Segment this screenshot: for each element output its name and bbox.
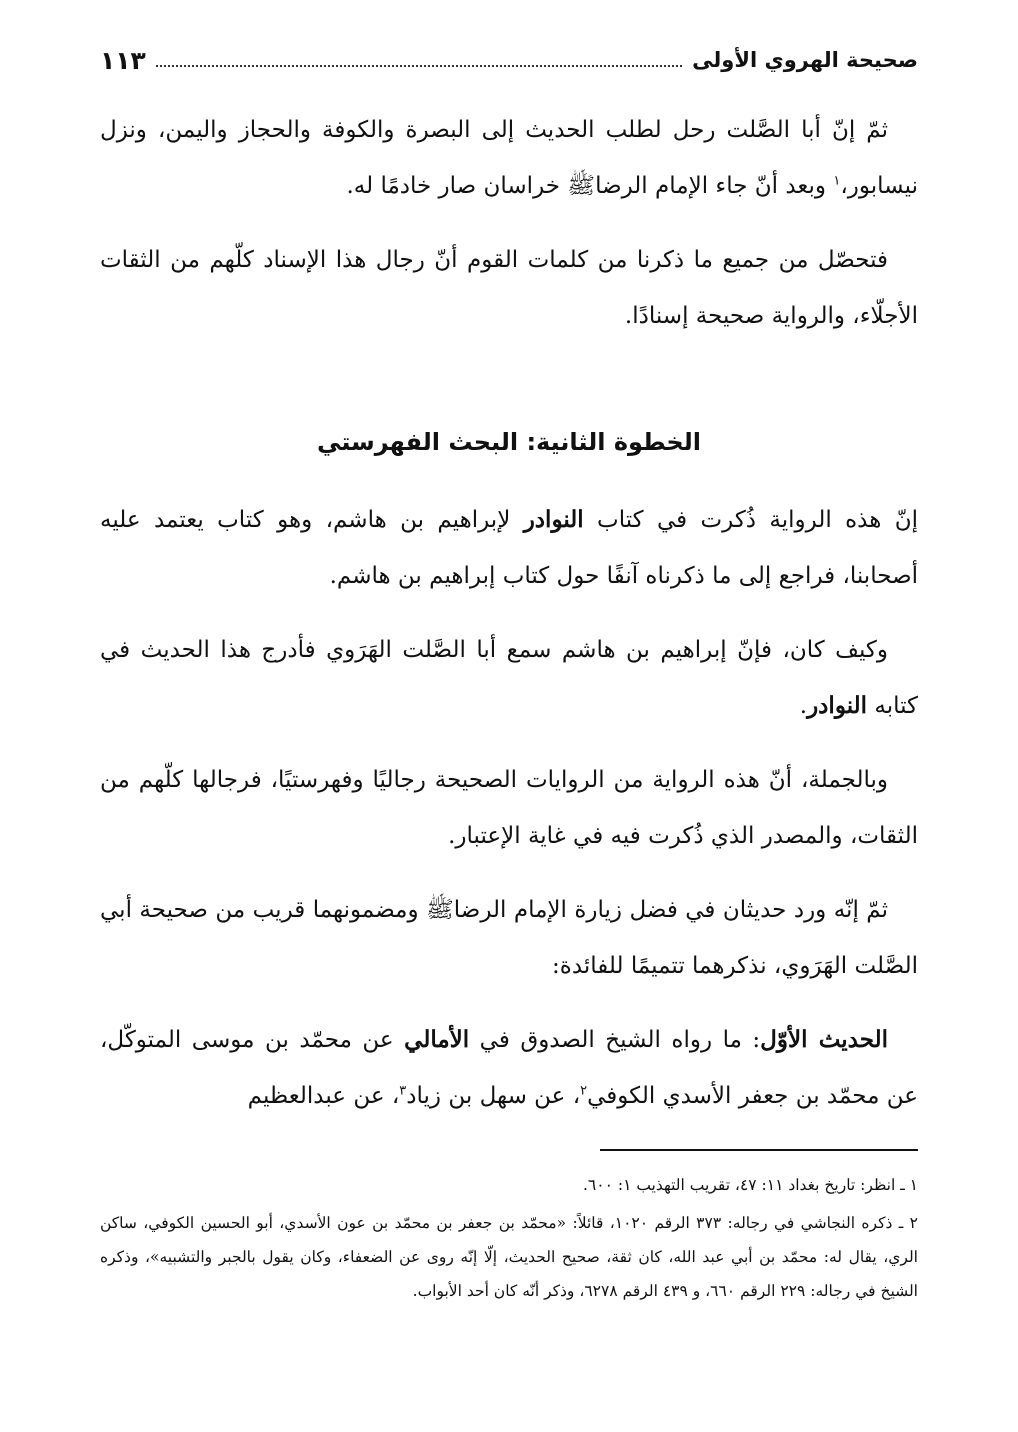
paragraph-conclusion-rijal: فتحصّل من جميع ما ذكرنا من كلمات القوم أنّ رجال هذا الإسناد كلّهم من الثقات الأجلّاء، والرواية صحيحة إسنادًا. <box>100 247 918 329</box>
footnote-2: ٢ ـ ذكره النجاشي في رجاله: ٣٧٣ الرقم ١٠٢٠، قائلاً: «محمّد بن جعفر بن محمّد بن عون الأسدي، أبو الحسين الكوفي، ساكن الري، يقال له: محمّد بن أبي عبد الله، كان ثقة، صحيح الحديث، إلّا إنّه روى عن الضعفاء، وكان يقول بالجبر والتشبيه»، وذكره الشيخ في رجاله: ٢٢٩ الرقم ٦٦٠، و ٤٣٩ الرقم ٦٢٧٨، وذكر أنّه كان أحد الأبواب. <box>100 1214 918 1300</box>
body-text <box>100 102 918 1142</box>
footnote-ref-1[interactable]: ١ <box>833 173 841 189</box>
footnote-ref-2[interactable]: ٢ <box>580 1083 588 1099</box>
footnote-1: ١ ـ انظر: تاريخ بغداد ١١: ٤٧، تقريب التهذيب ١: ٦٠٠. <box>582 1176 918 1194</box>
section-heading: الخطوة الثانية: البحث الفهرستي <box>317 428 701 456</box>
paragraph-abu-salt-travel: ثمّ إنّ أبا الصَّلت رحل لطلب الحديث إلى البصرة والكوفة والحجاز واليمن، ونزل نيسابور،$^١$ وبعد أنّ جاء الإمام الرضاﷺ خراسان صار خادمًا له. <box>100 117 918 199</box>
book-title-nawadir-2: النوادر <box>807 692 868 719</box>
paragraph-ibrahim-heard: وكيف كان، فإنّ إبراهيم بن هاشم سمع أبا الصَّلت الهَرَوي فأدرج هذا الحديث في كتابه النوادر. <box>100 637 918 719</box>
paragraph-summary: وبالجملة، أنّ هذه الرواية من الروايات الصحيحة رجاليًا وفهرستيًا، فرجالها كلّهم من الثقات، والمصدر الذي ذُكرت فيه في غاية الإعتبار. <box>100 767 918 849</box>
paragraph-nawadir-book: إنّ هذه الرواية ذُكرت في كتاب النوادر لإبراهيم بن هاشم، وهو كتاب يعتمد عليه أصحابنا، فراجع إلى ما ذكرناه آنفًا حول كتاب إبراهيم بن هاشم. <box>100 506 918 589</box>
running-header <box>100 38 918 82</box>
header-dot-leader <box>156 65 682 67</box>
section-spacer <box>100 362 918 420</box>
footnote-separator <box>600 1149 918 1151</box>
footnotes <box>100 1168 918 1312</box>
paragraph-first-hadith: الحديث الأوّل: ما رواه الشيخ الصدوق في الأمالي عن محمّد بن موسى المتوكّل، عن محمّد بن جعفر الأسدي الكوفي$^٢$، عن سهل بن زياد$^٣$، عن عبدالعظيم <box>100 1026 918 1109</box>
first-hadith-label: الحديث الأوّل <box>760 1026 889 1053</box>
paragraph-two-hadiths: ثمّ إنّه ورد حديثان في فضل زيارة الإمام الرضاﷺ ومضمونهما قريب من صحيحة أبي الصَّلت الهَرَوي، نذكرهما تتميمًا للفائدة: <box>100 897 918 979</box>
book-title-amali: الأمالي <box>404 1026 470 1053</box>
header-title: صحيحة الهروي الأولى <box>692 48 918 72</box>
book-title-nawadir: النوادر <box>523 506 584 533</box>
page-number: ١١٣ <box>100 45 146 75</box>
footnote-ref-3[interactable]: ٣ <box>399 1083 407 1099</box>
